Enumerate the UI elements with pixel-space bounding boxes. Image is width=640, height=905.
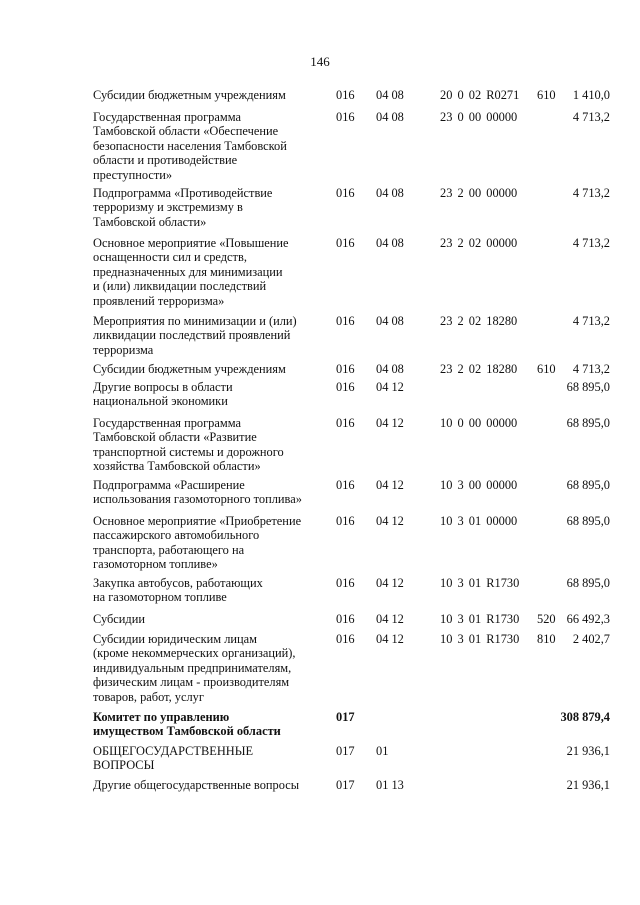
row-vedom: 017 xyxy=(336,744,355,758)
row-amount: 68 895,0 xyxy=(566,478,610,492)
row-razdel: 01 13 xyxy=(376,778,404,792)
row-name: Субсидии юридическим лицам (кроме некоммерческих организаций), индивидуальным предпринимателям, физическим лицам - производителям товаров, работ, услуг xyxy=(93,632,296,704)
row-amount: 21 936,1 xyxy=(566,744,610,758)
row-name: Мероприятия по минимизации и (или) ликвидации последствий проявлений терроризма xyxy=(93,314,297,357)
row-amount: 66 492,3 xyxy=(566,612,610,626)
row-vedom: 016 xyxy=(336,632,355,646)
row-target-article: 10 3 01 00000 xyxy=(440,514,518,528)
row-razdel: 04 12 xyxy=(376,632,404,646)
row-name: Государственная программа Тамбовской области «Обеспечение безопасности населения Тамбовской области и противодействие преступности» xyxy=(93,110,287,182)
row-name: Государственная программа Тамбовской области «Развитие транспортной системы и дорожного хозяйства Тамбовской области» xyxy=(93,416,284,474)
row-vedom: 016 xyxy=(336,110,355,124)
row-expense-type: 610 xyxy=(537,362,556,376)
row-name: Другие вопросы в области национальной экономики xyxy=(93,380,233,409)
row-name: Комитет по управлению имуществом Тамбовской области xyxy=(93,710,281,739)
row-target-article: 23 2 02 00000 xyxy=(440,236,518,250)
row-amount: 68 895,0 xyxy=(566,416,610,430)
row-amount: 21 936,1 xyxy=(566,778,610,792)
row-vedom: 016 xyxy=(336,478,355,492)
row-vedom: 016 xyxy=(336,576,355,590)
row-target-article: 23 0 00 00000 xyxy=(440,110,518,124)
row-razdel: 04 08 xyxy=(376,236,404,250)
row-target-article: 10 3 01 R1730 xyxy=(440,576,520,590)
row-vedom: 016 xyxy=(336,314,355,328)
row-amount: 4 713,2 xyxy=(572,186,610,200)
row-vedom: 016 xyxy=(336,88,355,102)
row-name: ОБЩЕГОСУДАРСТВЕННЫЕ ВОПРОСЫ xyxy=(93,744,254,773)
row-vedom: 016 xyxy=(336,362,355,376)
row-amount: 2 402,7 xyxy=(572,632,610,646)
row-vedom: 016 xyxy=(336,236,355,250)
row-vedom: 016 xyxy=(336,416,355,430)
row-razdel: 04 12 xyxy=(376,514,404,528)
row-name: Подпрограмма «Противодействие терроризму и экстремизму в Тамбовской области» xyxy=(93,186,273,229)
page-number: 146 xyxy=(310,54,330,69)
row-razdel: 04 08 xyxy=(376,362,404,376)
row-name: Закупка автобусов, работающих на газомоторном топливе xyxy=(93,576,263,605)
row-vedom: 017 xyxy=(336,778,355,792)
row-target-article: 10 0 00 00000 xyxy=(440,416,518,430)
row-target-article: 23 2 02 18280 xyxy=(440,314,518,328)
row-name: Основное мероприятие «Повышение оснащенности сил и средств, предназначенных для минимизации и (или) ликвидации последствий проявлений терроризма» xyxy=(93,236,289,308)
row-razdel: 04 12 xyxy=(376,416,404,430)
row-target-article: 23 2 02 18280 xyxy=(440,362,518,376)
row-amount: 4 713,2 xyxy=(572,110,610,124)
row-razdel: 04 08 xyxy=(376,186,404,200)
row-target-article: 20 0 02 R0271 xyxy=(440,88,520,102)
row-amount: 308 879,4 xyxy=(560,710,610,724)
row-expense-type: 810 xyxy=(537,632,556,646)
budget-table xyxy=(0,88,640,110)
row-name: Субсидии xyxy=(93,612,145,626)
row-expense-type: 520 xyxy=(537,612,556,626)
row-razdel: 04 12 xyxy=(376,576,404,590)
row-name: Субсидии бюджетным учреждениям xyxy=(93,88,286,102)
row-name: Основное мероприятие «Приобретение пассажирского автомобильного транспорта, работающего на газомоторном топливе» xyxy=(93,514,302,572)
row-razdel: 04 12 xyxy=(376,478,404,492)
row-target-article: 10 3 00 00000 xyxy=(440,478,518,492)
row-vedom: 016 xyxy=(336,380,355,394)
row-amount: 4 713,2 xyxy=(572,236,610,250)
row-name: Подпрограмма «Расширение использования газомоторного топлива» xyxy=(93,478,302,507)
row-target-article: 23 2 00 00000 xyxy=(440,186,518,200)
row-amount: 4 713,2 xyxy=(572,362,610,376)
row-razdel: 04 12 xyxy=(376,612,404,626)
row-razdel: 04 12 xyxy=(376,380,404,394)
row-amount: 4 713,2 xyxy=(572,314,610,328)
row-amount: 68 895,0 xyxy=(566,576,610,590)
row-razdel: 04 08 xyxy=(376,88,404,102)
row-razdel: 01 xyxy=(376,744,389,758)
table-row xyxy=(0,88,640,110)
row-razdel: 04 08 xyxy=(376,314,404,328)
row-amount: 1 410,0 xyxy=(572,88,610,102)
row-vedom: 016 xyxy=(336,612,355,626)
row-expense-type: 610 xyxy=(537,88,556,102)
row-vedom: 017 xyxy=(336,710,355,724)
row-amount: 68 895,0 xyxy=(566,380,610,394)
row-razdel: 04 08 xyxy=(376,110,404,124)
row-amount: 68 895,0 xyxy=(566,514,610,528)
row-target-article: 10 3 01 R1730 xyxy=(440,632,520,646)
row-vedom: 016 xyxy=(336,186,355,200)
row-target-article: 10 3 01 R1730 xyxy=(440,612,520,626)
row-name: Другие общегосударственные вопросы xyxy=(93,778,300,792)
row-vedom: 016 xyxy=(336,514,355,528)
row-name: Субсидии бюджетным учреждениям xyxy=(93,362,286,376)
